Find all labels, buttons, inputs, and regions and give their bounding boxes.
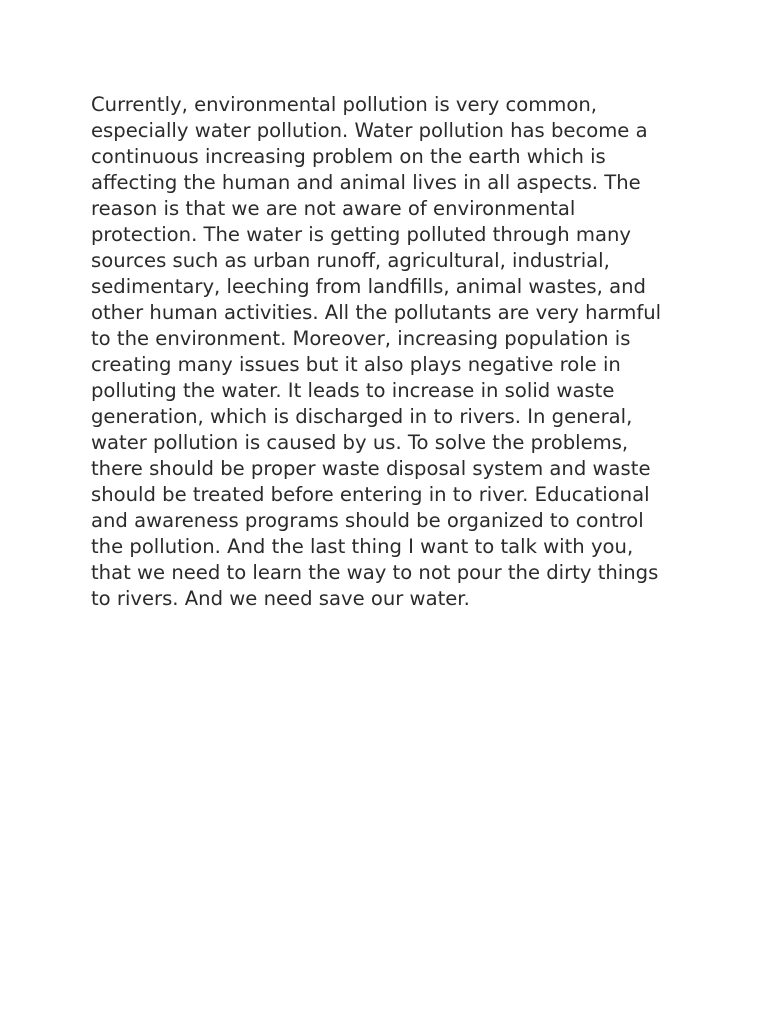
- paragraph-line: to rivers. And we need save our water.: [91, 587, 470, 610]
- paragraph-line: Currently, environmental pollution is very common,: [91, 93, 598, 116]
- paragraph-line: that we need to learn the way to not pour the dirty things: [91, 561, 659, 584]
- paragraph-line: polluting the water. It leads to increase in solid waste: [91, 379, 615, 402]
- paragraph-line: sources such as urban runoff, agricultural, industrial,: [91, 249, 610, 272]
- paragraph-line: continuous increasing problem on the earth which is: [91, 145, 606, 168]
- paragraph-line: and awareness programs should be organized to control: [91, 509, 644, 532]
- essay-paragraph: [91, 92, 691, 612]
- paragraph-line: especially water pollution. Water pollution has become a: [91, 119, 648, 142]
- paragraph-line: to the environment. Moreover, increasing population is: [91, 327, 631, 350]
- paragraph-line: water pollution is caused by us. To solve the problems,: [91, 431, 629, 454]
- paragraph-line: other human activities. All the pollutants are very harmful: [91, 301, 662, 324]
- paragraph-line: there should be proper waste disposal system and waste: [91, 457, 651, 480]
- paragraph-line: affecting the human and animal lives in all aspects. The: [91, 171, 641, 194]
- paragraph-line: sedimentary, leeching from landfills, animal wastes, and: [91, 275, 646, 298]
- paragraph-line: the pollution. And the last thing I want to talk with you,: [91, 535, 634, 558]
- paragraph-line: reason is that we are not aware of environmental: [91, 197, 576, 220]
- paragraph-line: creating many issues but it also plays negative role in: [91, 353, 621, 376]
- paragraph-line: protection. The water is getting polluted through many: [91, 223, 631, 246]
- paragraph-line: generation, which is discharged in to rivers. In general,: [91, 405, 633, 428]
- paragraph-line: should be treated before entering in to river. Educational: [91, 483, 650, 506]
